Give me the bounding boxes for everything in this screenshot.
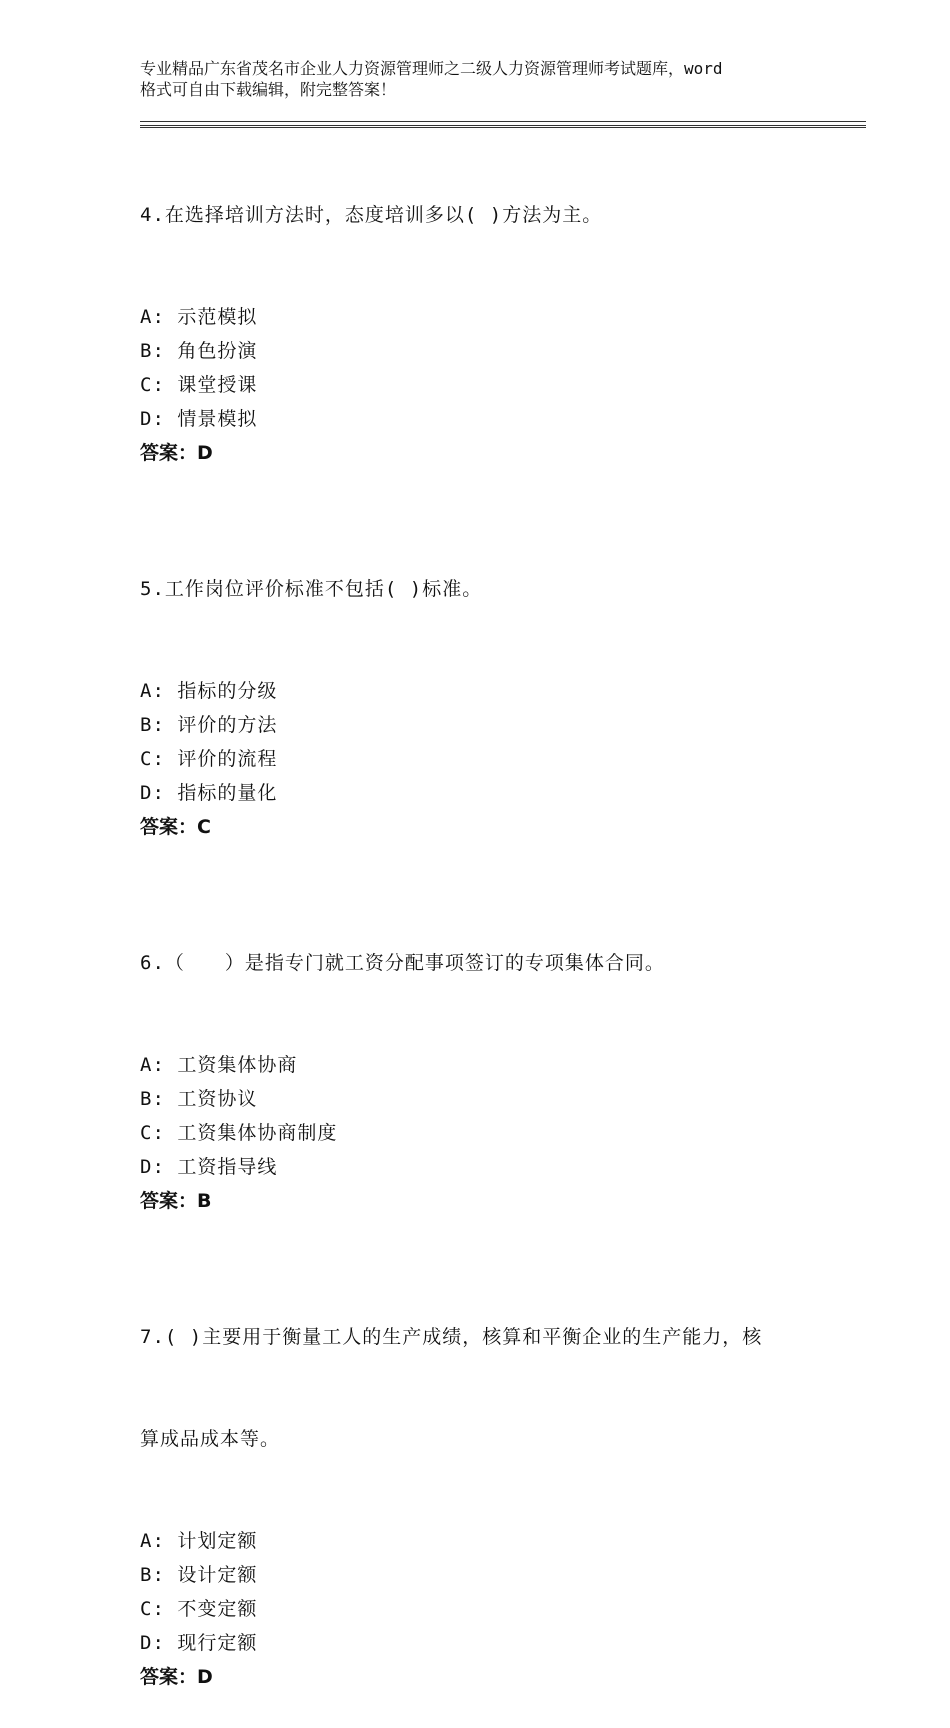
question-7	[140, 1252, 840, 1694]
question-stem	[140, 504, 840, 674]
option-c: C: 评价的流程	[140, 748, 278, 770]
header-line-1: 专业精品广东省茂名市企业人力资源管理师之二级人力资源管理师考试题库，word	[140, 59, 723, 78]
option-c: C: 工资集体协商制度	[140, 1122, 338, 1144]
option-d: D: 情景模拟	[140, 408, 258, 430]
header-divider-top	[140, 121, 866, 122]
question-stem-line: 4.在选择培训方法时，态度培训多以( )方法为主。	[140, 204, 603, 226]
question-stem-line: 7.( )主要用于衡量工人的生产成绩，核算和平衡企业的生产能力，核	[140, 1326, 763, 1348]
option-b: B: 角色扮演	[140, 340, 258, 362]
option-a: A: 指标的分级	[140, 680, 278, 702]
option-d: D: 工资指导线	[140, 1156, 278, 1178]
option-d: D: 指标的量化	[140, 782, 278, 804]
header-line-2: 格式可自由下载编辑，附完整答案！	[140, 80, 397, 99]
answer-label: 答案：B	[140, 1190, 212, 1212]
answer-label: 答案：D	[140, 1666, 213, 1688]
answer-label: 答案：C	[140, 816, 211, 838]
document-header	[140, 58, 840, 100]
header-divider-bottom	[140, 127, 866, 128]
question-stem	[140, 130, 840, 300]
option-b: B: 工资协议	[140, 1088, 258, 1110]
question-6	[140, 878, 840, 1218]
question-stem-line: 5.工作岗位评价标准不包括( )标准。	[140, 578, 483, 600]
option-a: A: 工资集体协商	[140, 1054, 298, 1076]
option-b: B: 评价的方法	[140, 714, 278, 736]
option-a: A: 示范模拟	[140, 306, 258, 328]
answer-label: 答案：D	[140, 442, 213, 464]
question-stem-line: 算成品成本等。	[140, 1428, 281, 1450]
header-divider-middle	[140, 125, 866, 126]
question-5	[140, 504, 840, 844]
question-stem	[140, 1252, 840, 1524]
question-stem-line: 6.（ ）是指专门就工资分配事项签订的专项集体合同。	[140, 952, 665, 974]
option-c: C: 课堂授课	[140, 374, 258, 396]
question-4	[140, 130, 840, 470]
question-list	[140, 130, 840, 1728]
option-c: C: 不变定额	[140, 1598, 258, 1620]
option-b: B: 设计定额	[140, 1564, 258, 1586]
option-d: D: 现行定额	[140, 1632, 258, 1654]
question-stem	[140, 878, 840, 1048]
option-a: A: 计划定额	[140, 1530, 258, 1552]
